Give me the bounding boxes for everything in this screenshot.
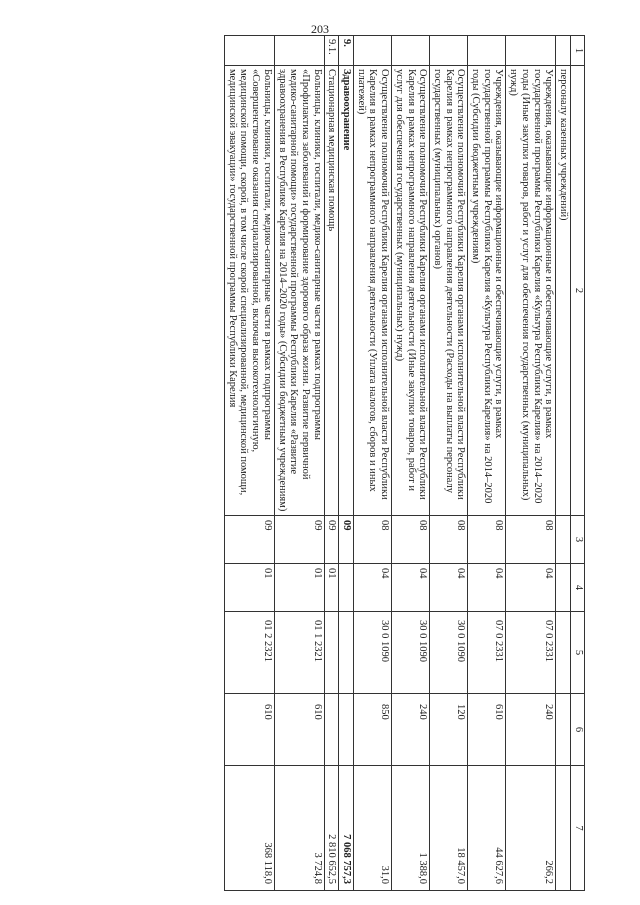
target-article: 01 2 2321 (225, 612, 275, 694)
header-cell: 6 (571, 694, 585, 766)
row-number (556, 36, 571, 66)
rotated-table-container (65, 35, 585, 890)
row-number: 9. (339, 36, 354, 66)
budget-table (224, 35, 585, 891)
expense-type: 240 (506, 694, 556, 766)
header-cell: 3 (571, 516, 585, 564)
table-header-row (571, 36, 585, 891)
subsection-code: 04 (392, 564, 430, 612)
subsection-code: 04 (354, 564, 392, 612)
expense-type: 610 (274, 694, 324, 766)
table-row (274, 36, 324, 891)
row-name: Больницы, клиники, госпитали, медико-санитарные части в рамках подпрограммы «Совершенствование оказания специализированной, включая высокотехнологичную, медицинской помощи, скорой, в том числе скорой специализированной, медицинской помощи, медицинской эвакуации» государственной программы Республики Карелия (225, 66, 275, 516)
row-number (274, 36, 324, 66)
section-code: 09 (225, 516, 275, 564)
row-name: Учреждения, оказывающие информационные и обеспечивающие услуги, в рамках государственной программы Республики Карелия «Культура Республики Карелия» на 2014–2020 годы (Иные закупки товаров, работ и услуг для обеспечения государственных (муниципальных) нужд) (506, 66, 556, 516)
section-code: 08 (468, 516, 506, 564)
section-code: 09 (339, 516, 354, 564)
expense-type: 610 (225, 694, 275, 766)
subsection-code: 04 (430, 564, 468, 612)
amount: 3 724,8 (274, 766, 324, 891)
amount: 7 068 757,3 (339, 766, 354, 891)
header-cell: 5 (571, 612, 585, 694)
target-article: 30 0 1090 (354, 612, 392, 694)
header-cell: 7 (571, 766, 585, 891)
expense-type: 850 (354, 694, 392, 766)
table-row (339, 36, 354, 891)
section-code: 09 (274, 516, 324, 564)
amount: 266,2 (506, 766, 556, 891)
section-code (556, 516, 571, 564)
target-article (324, 612, 339, 694)
target-article (556, 612, 571, 694)
row-number: 9.1. (324, 36, 339, 66)
row-name: Осуществление полномочий Республики Карелия органами исполнительной власти Республики Карелия в рамках непрограммного направления деятельности (Расходы на выплаты персоналу государственных (муниципальных) органов) (430, 66, 468, 516)
row-name: Больницы, клиники, госпитали, медико-санитарные части в рамках подпрограммы «Профилактика заболеваний и формирование здорового образа жизни. Развитие первичной медико-санитарной помощи» государственной программы Республики Карелия «Развитие здравоохранения в Республике Карелия на 2014–2020 годы» (Субсидии бюджетным учреждениям) (274, 66, 324, 516)
row-number (225, 36, 275, 66)
subsection-code: 04 (506, 564, 556, 612)
target-article: 01 1 2321 (274, 612, 324, 694)
target-article: 07 0 2331 (468, 612, 506, 694)
expense-type (339, 694, 354, 766)
target-article: 30 0 1090 (392, 612, 430, 694)
table-row (556, 36, 571, 891)
row-name: Учреждения, оказывающие информационные и обеспечивающие услуги, в рамках государственной программы Республики Карелия «Культура Республики Карелия» на 2014–2020 годы (Субсидии бюджетным учреждениям) (468, 66, 506, 516)
subsection-code: 01 (274, 564, 324, 612)
table-row (392, 36, 430, 891)
subsection-code: 01 (225, 564, 275, 612)
amount (556, 766, 571, 891)
section-code: 09 (324, 516, 339, 564)
expense-type (324, 694, 339, 766)
table-row (354, 36, 392, 891)
row-number (468, 36, 506, 66)
amount: 2 810 652,5 (324, 766, 339, 891)
subsection-code (339, 564, 354, 612)
row-name: Стационарная медицинская помощь (324, 66, 339, 516)
header-cell: 2 (571, 66, 585, 516)
amount: 1 388,0 (392, 766, 430, 891)
subsection-code: 01 (324, 564, 339, 612)
row-name: персоналу казенных учреждений) (556, 66, 571, 516)
table-row (468, 36, 506, 891)
section-code: 08 (392, 516, 430, 564)
row-name: Осуществление полномочий Республики Карелия органами исполнительной власти Республики Карелия в рамках непрограммного направления деятельности (Иные закупки товаров, работ и услуг для обеспечения государственных (муниципальных) нужд) (392, 66, 430, 516)
amount: 44 627,6 (468, 766, 506, 891)
subsection-code (556, 564, 571, 612)
row-number (430, 36, 468, 66)
expense-type: 610 (468, 694, 506, 766)
subsection-code: 04 (468, 564, 506, 612)
row-number (392, 36, 430, 66)
target-article (339, 612, 354, 694)
target-article: 07 0 2331 (506, 612, 556, 694)
table-row (506, 36, 556, 891)
expense-type (556, 694, 571, 766)
amount: 18 457,0 (430, 766, 468, 891)
row-name: Здравоохранение (339, 66, 354, 516)
section-code: 08 (354, 516, 392, 564)
expense-type: 120 (430, 694, 468, 766)
amount: 31,0 (354, 766, 392, 891)
row-number (354, 36, 392, 66)
row-name: Осуществление полномочий Республики Карелия органами исполнительной власти Республики Карелия в рамках непрограммного направления деятельности (Уплата налогов, сборов и иных платежей) (354, 66, 392, 516)
amount: 368 118,0 (225, 766, 275, 891)
target-article: 30 0 1090 (430, 612, 468, 694)
header-cell: 4 (571, 564, 585, 612)
row-number (506, 36, 556, 66)
table-row (324, 36, 339, 891)
section-code: 08 (506, 516, 556, 564)
table-row (430, 36, 468, 891)
expense-type: 240 (392, 694, 430, 766)
page-number: 203 (311, 22, 329, 36)
section-code: 08 (430, 516, 468, 564)
table-row (225, 36, 275, 891)
header-cell: 1 (571, 36, 585, 66)
